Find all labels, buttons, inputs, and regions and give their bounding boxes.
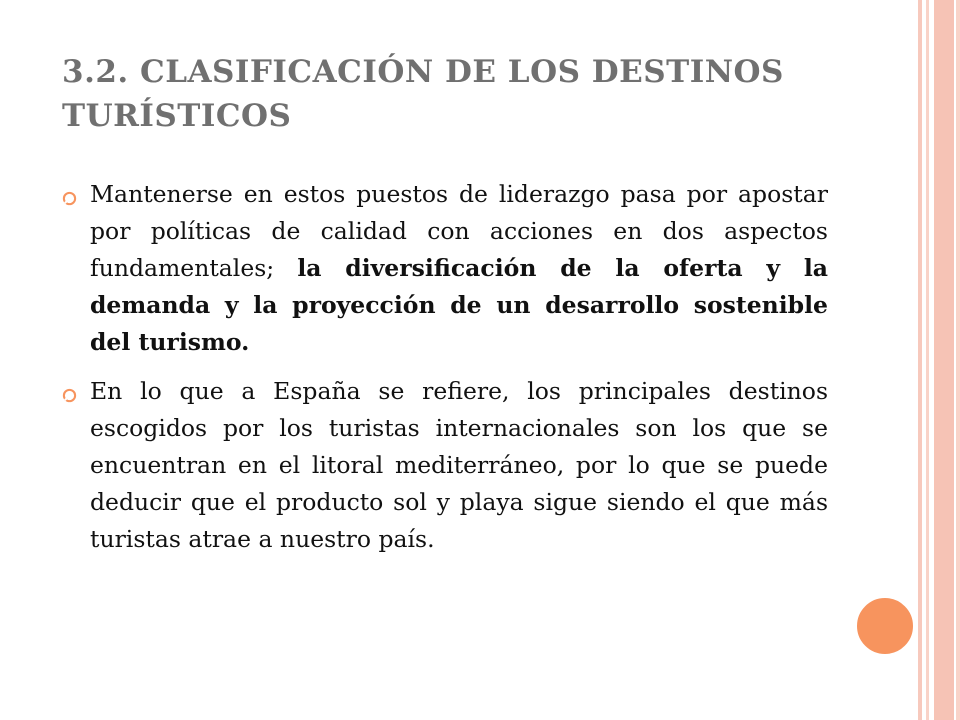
bullet-ring-icon	[62, 191, 77, 206]
bullet-text-1	[90, 176, 828, 361]
bullet-text-2-regular: En lo que a España se refiere, los principales destinos escogidos por los turistas internacionales son los que se encuentran en el litoral mediterráneo, por lo que se puede deducir que el producto sol y playa sigue siendo el que más turistas atrae a nuestro país.	[90, 377, 828, 553]
bullet-text-1-bold: la diversificación de la oferta y la demanda y la proyección de un desarrollo sostenible del turismo.	[90, 254, 828, 356]
decorative-stripe-3	[934, 0, 954, 720]
decorative-stripe-4	[956, 0, 960, 720]
decorative-stripe-1	[918, 0, 922, 720]
bullet-list	[58, 176, 828, 570]
bullet-item-2	[58, 373, 828, 558]
slide-title: 3.2. CLASIFICACIÓN DE LOS DESTINOS TURÍSTICOS	[62, 54, 784, 134]
decorative-circle	[855, 596, 915, 656]
bullet-text-2	[90, 373, 828, 558]
bullet-ring-icon	[62, 388, 77, 403]
decorative-stripe-2	[926, 0, 929, 720]
bullet-text-1-regular: Mantenerse en estos puestos de liderazgo pasa por apostar por políticas de calidad con acciones en dos aspectos fundamentales;	[90, 180, 828, 282]
bullet-item-1	[58, 176, 828, 361]
